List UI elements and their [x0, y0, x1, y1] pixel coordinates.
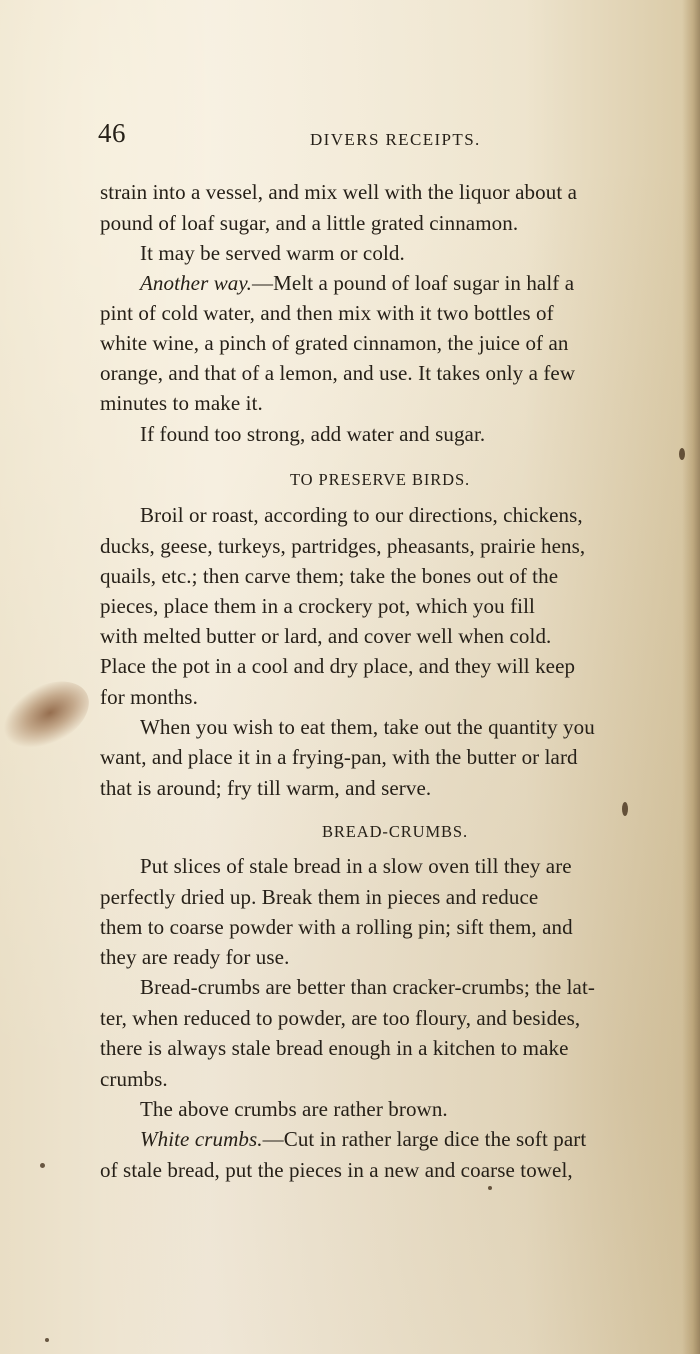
body-line: ducks, geese, turkeys, partridges, pheasants, prairie hens, [100, 534, 586, 558]
section-heading: BREAD-CRUMBS. [322, 822, 469, 841]
body-line: minutes to make it. [100, 391, 263, 415]
body-line: they are ready for use. [100, 945, 290, 969]
body-line: Broil or roast, according to our directions, chickens, [140, 503, 583, 527]
brown-stain [0, 668, 100, 762]
body-line: pint of cold water, and then mix with it two bottles of [100, 301, 554, 325]
ink-speck [40, 1163, 45, 1168]
page-number: 46 [98, 118, 126, 148]
body-line: them to coarse powder with a rolling pin; sift them, and [100, 915, 573, 939]
body-line: It may be served warm or cold. [140, 241, 405, 265]
body-line: that is around; fry till warm, and serve. [100, 776, 432, 800]
section-heading: TO PRESERVE BIRDS. [290, 470, 471, 489]
running-title: DIVERS RECEIPTS. [310, 130, 481, 149]
body-line: of stale bread, put the pieces in a new and coarse towel, [100, 1158, 573, 1182]
italic-lead: Another way. [140, 271, 253, 295]
italic-lead: White crumbs. [140, 1127, 263, 1151]
ink-speck [45, 1338, 49, 1342]
body-line: Place the pot in a cool and dry place, and they will keep [100, 654, 576, 678]
body-line: white wine, a pinch of grated cinnamon, the juice of an [100, 331, 569, 355]
body-line: ter, when reduced to powder, are too floury, and besides, [100, 1006, 581, 1030]
body-line: want, and place it in a frying-pan, with the butter or lard [100, 745, 578, 769]
body-line: crumbs. [100, 1067, 168, 1091]
body-line: The above crumbs are rather brown. [140, 1097, 448, 1121]
body-line: with melted butter or lard, and cover well when cold. [100, 624, 552, 648]
body-line: White crumbs.—Cut in rather large dice the soft part [140, 1127, 587, 1151]
body-line: quails, etc.; then carve them; take the bones out of the [100, 564, 559, 588]
body-line: If found too strong, add water and sugar. [140, 422, 486, 446]
body-line: When you wish to eat them, take out the quantity you [140, 715, 595, 739]
page-body [100, 0, 685, 1354]
body-line: pound of loaf sugar, and a little grated cinnamon. [100, 211, 519, 235]
body-line: Bread-crumbs are better than cracker-crumbs; the lat- [140, 975, 595, 999]
body-line: for months. [100, 685, 198, 709]
body-line: Another way.—Melt a pound of loaf sugar in half a [140, 271, 575, 295]
body-line: there is always stale bread enough in a kitchen to make [100, 1036, 569, 1060]
body-line: perfectly dried up. Break them in pieces and reduce [100, 885, 539, 909]
body-line: strain into a vessel, and mix well with the liquor about a [100, 180, 578, 204]
body-line: orange, and that of a lemon, and use. It takes only a few [100, 361, 576, 385]
body-line: pieces, place them in a crockery pot, which you fill [100, 594, 535, 618]
body-line: Put slices of stale bread in a slow oven till they are [140, 854, 572, 878]
